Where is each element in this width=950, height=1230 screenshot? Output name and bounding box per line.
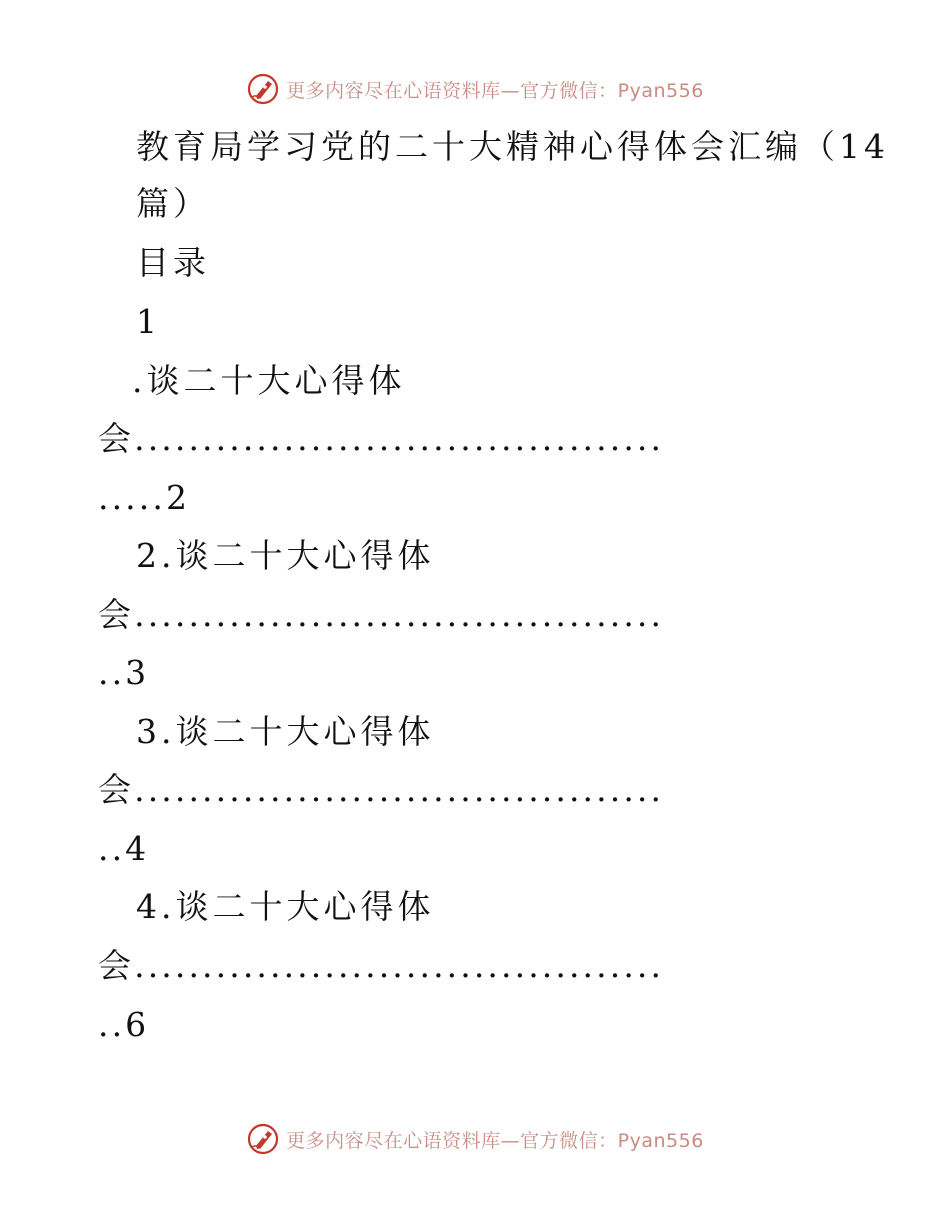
pen-nib-circle-logo-icon (246, 72, 280, 106)
document-title-line-1: 教育局学习党的二十大精神心得体会汇编（14 (136, 127, 889, 166)
toc-entry-title: 4.谈二十大心得体 (136, 887, 435, 926)
toc-entry-page: ..6 (98, 1005, 150, 1044)
toc-entry-leader: 会....................................... (98, 770, 665, 809)
toc-entry-page: ..3 (98, 653, 150, 692)
toc-entry-number: 1 (136, 302, 161, 341)
toc-entry-title: 2.谈二十大心得体 (136, 536, 435, 575)
pen-nib-circle-logo-icon (246, 1122, 280, 1156)
toc-entry-page: ..4 (98, 829, 150, 868)
watermark-text: 更多内容尽在心语资料库—官方微信：Pyan556 (286, 79, 704, 102)
document-title-line-2: 篇） (136, 184, 210, 223)
toc-entry-page: .....2 (98, 478, 191, 517)
toc-heading: 目录 (136, 243, 210, 282)
footer-watermark (0, 1122, 950, 1156)
toc-entry-leader: 会....................................... (98, 946, 665, 985)
toc-entry-title: 3.谈二十大心得体 (136, 712, 435, 751)
toc-entry-title: .谈二十大心得体 (132, 361, 406, 400)
watermark-text: 更多内容尽在心语资料库—官方微信：Pyan556 (286, 1129, 704, 1152)
header-watermark (0, 72, 950, 106)
toc-entry-leader: 会....................................... (98, 419, 665, 458)
toc-entry-leader: 会....................................... (98, 595, 665, 634)
